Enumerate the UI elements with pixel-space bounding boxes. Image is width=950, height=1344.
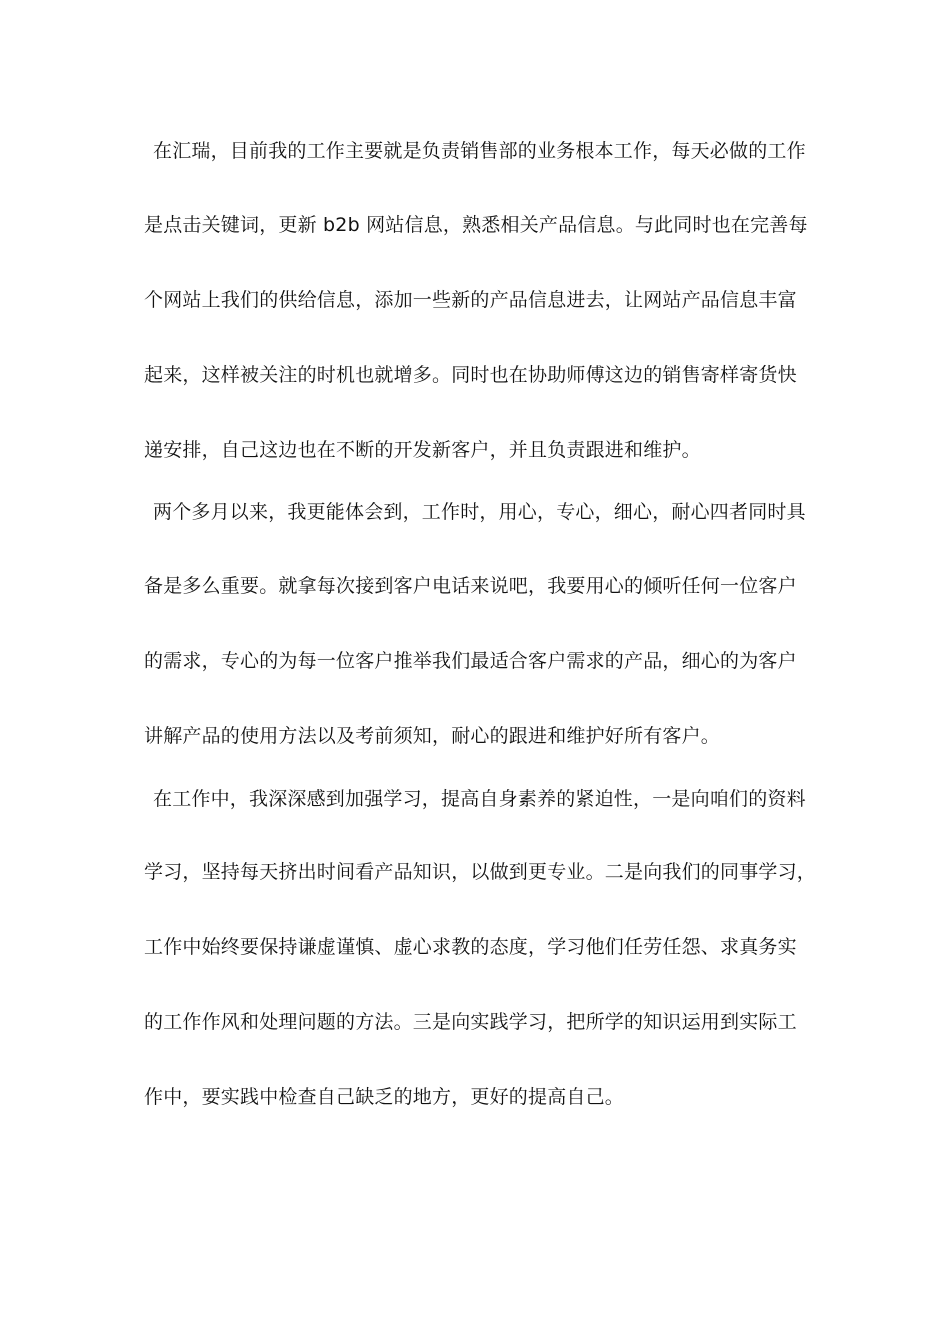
paragraph-line: 个网站上我们的供给信息，添加一些新的产品信息进去，让网站产品信息丰富 (144, 289, 797, 311)
paragraph-line: 两个多月以来，我更能体会到，工作时，用心，专心，细心，耐心四者同时具 (153, 501, 806, 523)
paragraph-line: 在汇瑞，目前我的工作主要就是负责销售部的业务根本工作，每天必做的工作 (153, 140, 806, 162)
paragraph-line: 在工作中，我深深感到加强学习，提高自身素养的紧迫性，一是向咱们的资料 (153, 788, 806, 810)
paragraph-line: 讲解产品的使用方法以及考前须知，耐心的跟进和维护好所有客户。 (144, 725, 721, 747)
paragraph-line: 学习，坚持每天挤出时间看产品知识，以做到更专业。二是向我们的同事学习， (144, 861, 817, 883)
paragraph-line: 工作中始终要保持谦虚谨慎、虚心求教的态度，学习他们任劳任怨、求真务实 (144, 936, 797, 958)
paragraph-line: 递安排，自己这边也在不断的开发新客户，并且负责跟进和维护。 (144, 439, 701, 461)
paragraph-line: 是点击关键词，更新 b2b 网站信息，熟悉相关产品信息。与此同时也在完善每 (144, 214, 808, 236)
paragraph-line: 的需求，专心的为每一位客户推举我们最适合客户需求的产品，细心的为客户 (144, 650, 797, 672)
paragraph-line: 作中，要实践中检查自己缺乏的地方，更好的提高自己。 (144, 1086, 625, 1108)
paragraph-line: 起来，这样被关注的时机也就增多。同时也在协助师傅这边的销售寄样寄货快 (144, 364, 797, 386)
paragraph-line: 的工作作风和处理问题的方法。三是向实践学习，把所学的知识运用到实际工 (144, 1011, 797, 1033)
paragraph-line: 备是多么重要。就拿每次接到客户电话来说吧，我要用心的倾听任何一位客户 (144, 575, 797, 597)
